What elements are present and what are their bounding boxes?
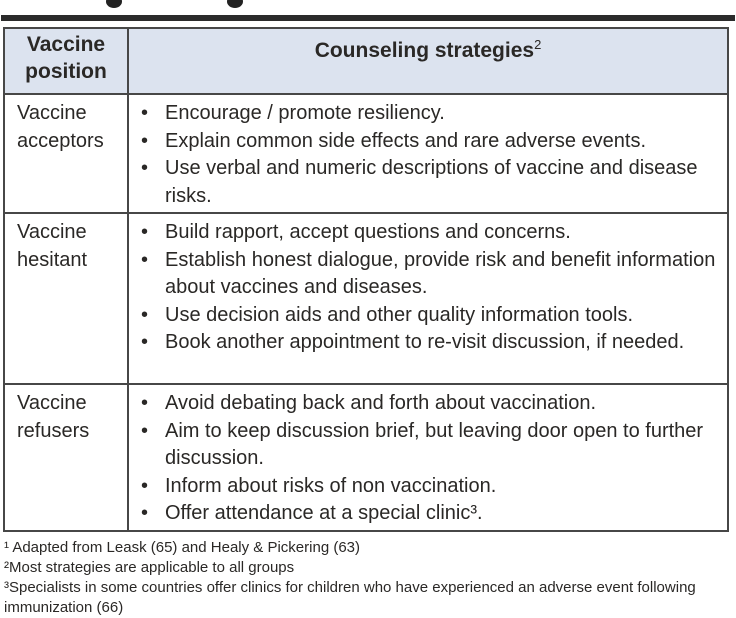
strategy-text: Encourage / promote resiliency. — [165, 102, 445, 124]
strategies-cell — [128, 94, 728, 213]
bullet-icon: • — [141, 392, 149, 414]
footnotes — [4, 538, 720, 618]
header-counseling-strategies — [128, 28, 728, 94]
bullet-icon: • — [141, 502, 149, 524]
bullet-icon: • — [141, 221, 149, 243]
bullet-icon: • — [141, 303, 149, 326]
strategy-text: Explain common side effects and rare adverse events. — [165, 129, 646, 152]
bullet-icon: • — [141, 102, 149, 124]
header-footnote-marker: 2 — [534, 37, 542, 52]
strategy-text: Inform about risks of non vaccination. — [165, 474, 497, 497]
footnote-3: ³Specialists in some countries offer clinics for children who have experienced an adverse event following immunization (66) — [4, 578, 700, 616]
list-item — [141, 155, 723, 210]
strategy-text: Avoid debating back and forth about vaccination. — [165, 392, 597, 414]
list-item — [141, 247, 723, 302]
header-counseling-strategies-label: Counseling strategies — [314, 39, 535, 62]
table-row-vaccine-acceptors — [4, 94, 728, 213]
strategy-text: Aim to keep discussion brief, but leaving door open to further discussion. — [165, 419, 704, 469]
cropped-title-descender — [227, 0, 243, 8]
strategy-text: Use decision aids and other quality information tools. — [165, 303, 634, 326]
list-item — [141, 219, 723, 247]
strategies-cell — [128, 384, 728, 531]
table-header-row — [4, 28, 728, 94]
list-item — [141, 302, 723, 330]
bullet-icon: • — [141, 419, 149, 442]
list-item — [141, 390, 723, 418]
bullet-icon: • — [141, 474, 149, 497]
position-label: Vaccine hesitant — [4, 213, 128, 384]
strategy-text: Build rapport, accept questions and concerns. — [165, 221, 571, 243]
bullet-icon: • — [141, 248, 149, 271]
bullet-icon: • — [141, 331, 149, 353]
list-item — [141, 500, 723, 528]
cropped-page-title — [0, 0, 736, 15]
strategy-text: Use verbal and numeric descriptions of vaccine and disease risks. — [165, 157, 698, 207]
strategy-text: Offer attendance at a special clinic³. — [165, 502, 483, 524]
table-row-vaccine-refusers — [4, 384, 728, 531]
list-item — [141, 329, 723, 357]
bullet-icon: • — [141, 129, 149, 152]
strategy-list — [141, 390, 723, 528]
strategy-list — [141, 100, 723, 210]
list-item — [141, 473, 723, 501]
footnote-1: ¹ Adapted from Leask (65) and Healy & Pickering (63) — [4, 538, 361, 556]
list-item — [141, 100, 723, 128]
counseling-strategies-table — [3, 27, 729, 532]
cropped-title-descender — [106, 0, 122, 8]
position-label: Vaccine acceptors — [4, 94, 128, 213]
position-label: Vaccine refusers — [4, 384, 128, 531]
strategy-text: Establish honest dialogue, provide risk and benefit information about vaccines and diseases. — [165, 248, 716, 298]
bullet-icon: • — [141, 157, 149, 179]
strategies-cell — [128, 213, 728, 384]
strategy-text: Book another appointment to re-visit discussion, if needed. — [165, 331, 685, 353]
list-item — [141, 128, 723, 156]
title-rule-divider — [1, 15, 735, 21]
list-item — [141, 418, 723, 473]
strategy-list — [141, 219, 723, 357]
footnote-2: ²Most strategies are applicable to all groups — [4, 558, 295, 576]
header-vaccine-position: Vaccine position — [4, 28, 128, 94]
table-row-vaccine-hesitant — [4, 213, 728, 384]
